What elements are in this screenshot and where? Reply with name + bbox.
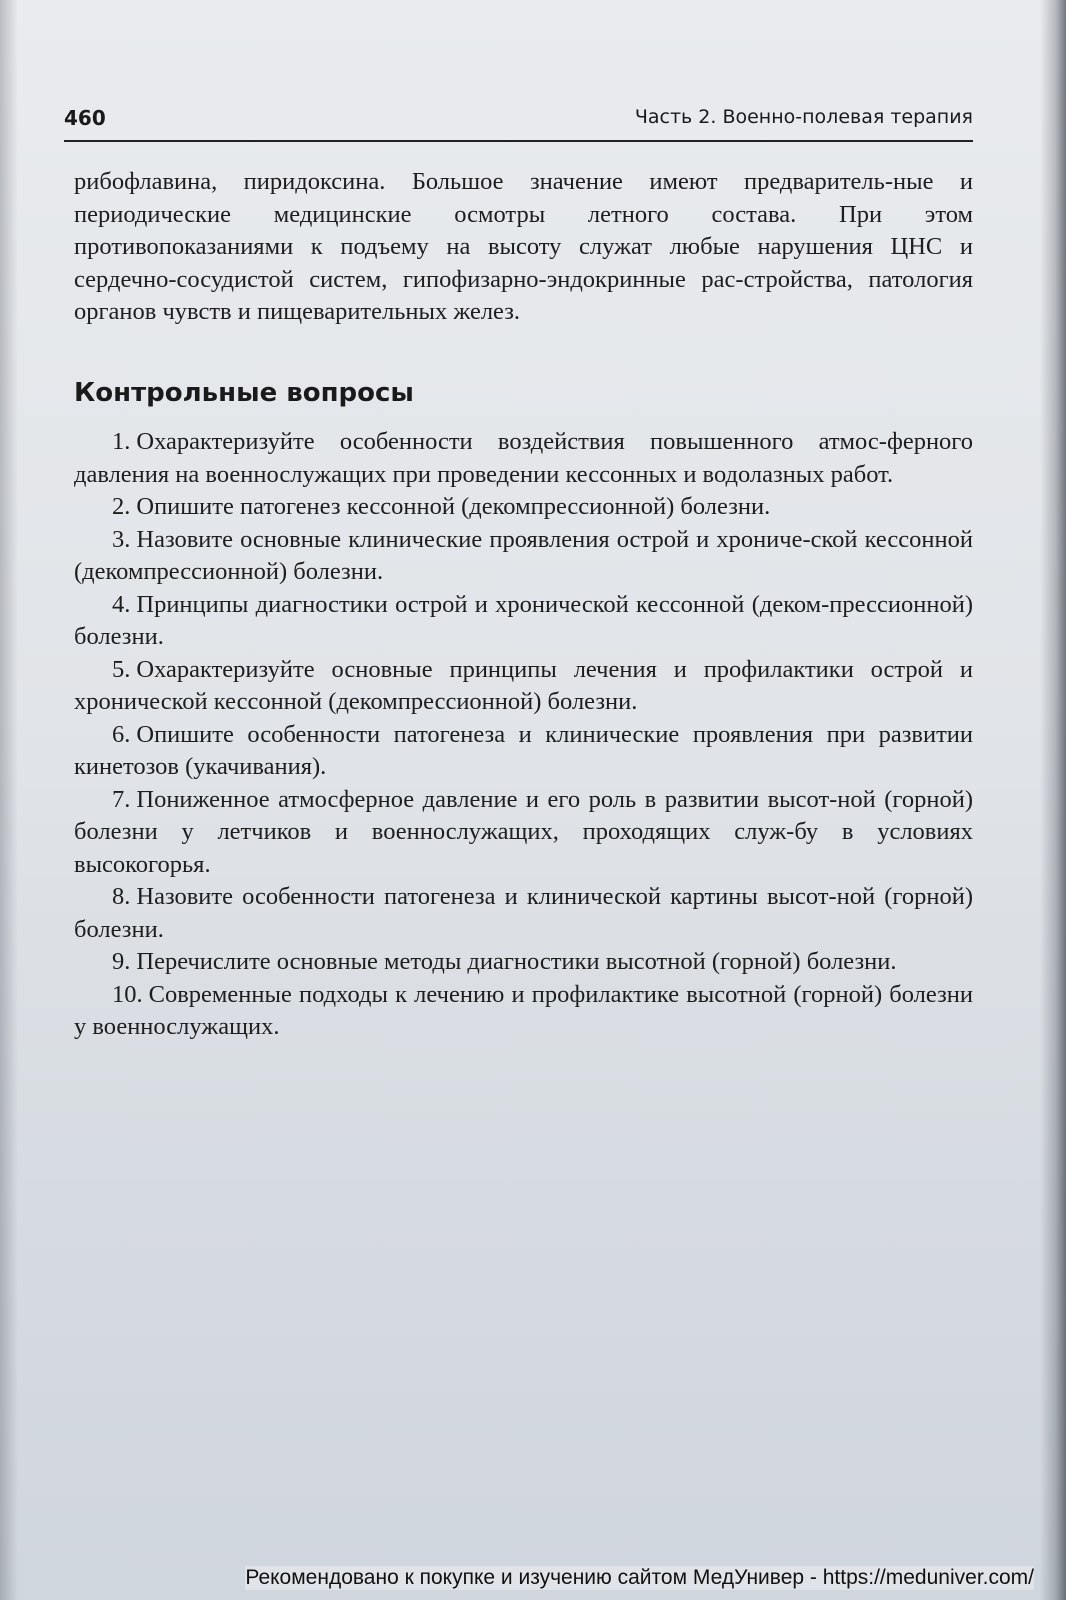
question-text: Охарактеризуйте особенности воздействия повышенного атмос-ферного давления на военнослужащих при проведении кессонных и водолазных работ.: [74, 428, 973, 488]
page-header: [64, 104, 973, 142]
question-item: [74, 524, 973, 589]
question-text: Пониженное атмосферное давление и его роль в развитии высот-ной (горной) болезни у летчиков и военнослужащих, проходящих служ-бу в условиях высокогорья.: [74, 785, 973, 878]
question-number: 7.: [112, 785, 131, 813]
question-number: 10.: [112, 980, 143, 1008]
running-head: Часть 2. Военно-полевая терапия: [634, 106, 973, 128]
question-text: Перечислите основные методы диагностики высотной (горной) болезни.: [136, 948, 897, 975]
question-item: [74, 719, 973, 784]
question-text: Назовите основные клинические проявления острой и хрониче-ской кессонной (декомпрессионной) болезни.: [74, 525, 973, 585]
question-number: 4.: [112, 590, 131, 618]
question-text: Принципы диагностики острой и хронической кессонной (деком-прессионной) болезни.: [74, 590, 973, 650]
question-number: 6.: [112, 720, 131, 748]
question-number: 8.: [112, 883, 131, 910]
question-number: 3.: [112, 525, 131, 553]
intro-paragraph: рибофлавина, пиридоксина. Большое значение имеют предваритель-ные и периодические медицинские осмотры летного состава. При этом противопоказаниями к подъему на высоту служат любые нарушения ЦНС и сердечно-сосудистой систем, гипофизарно-эндокринные рас-стройства, патология органов чувств и пищеварительных желез.: [74, 168, 973, 325]
question-list: [74, 426, 973, 1044]
section-title: Контрольные вопросы: [74, 378, 414, 408]
page-number: 460: [64, 106, 106, 130]
question-item: [74, 654, 973, 719]
page-shadow-right: [1040, 0, 1066, 1600]
question-text: Опишите особенности патогенеза и клинические проявления при развитии кинетозов (укачивания).: [74, 720, 973, 780]
question-item: [74, 491, 973, 524]
question-number: 2.: [112, 493, 131, 520]
question-item: [74, 979, 973, 1044]
question-number: 1.: [112, 428, 131, 455]
question-number: 9.: [112, 948, 131, 975]
watermark-text: Рекомендовано к покупке и изучению сайтом МедУнивер - https://meduniver.com/: [245, 1566, 1034, 1589]
question-item: [74, 946, 973, 979]
question-number: 5.: [112, 655, 131, 683]
question-item: [74, 589, 973, 654]
question-text: Назовите особенности патогенеза и клинической картины высот-ной (горной) болезни.: [74, 883, 973, 943]
question-item: [74, 426, 973, 491]
question-item: [74, 881, 973, 946]
question-text: Современные подходы к лечению и профилактике высотной (горной) болезни у военнослужащих.: [74, 980, 973, 1040]
question-text: Охарактеризуйте основные принципы лечения и профилактики острой и хронической кессонной (декомпрессионной) болезни.: [74, 655, 973, 715]
question-item: [74, 784, 973, 882]
question-text: Опишите патогенез кессонной (декомпрессионной) болезни.: [136, 493, 771, 520]
page-shadow-left: [0, 0, 18, 1600]
